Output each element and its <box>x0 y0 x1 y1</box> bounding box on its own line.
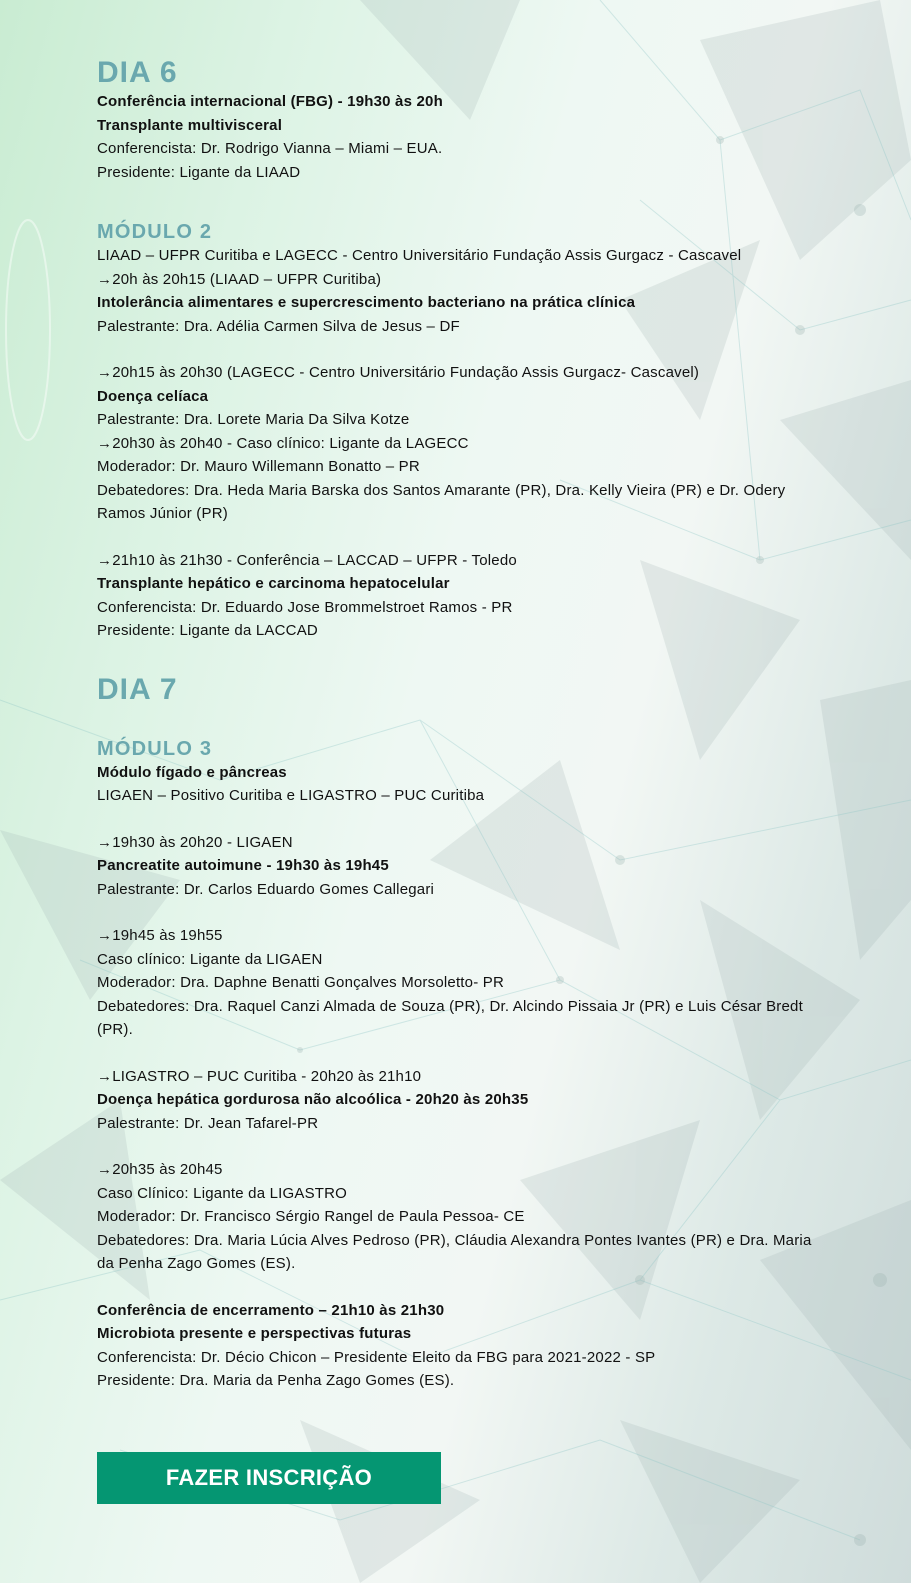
session-moderator: Moderador: Dr. Mauro Willemann Bonatto – PR <box>97 458 420 475</box>
module-2-heading: MÓDULO 2 <box>97 221 213 243</box>
session-speaker: Palestrante: Dra. Lorete Maria Da Silva Kotze <box>97 411 410 428</box>
international-conference-president: Presidente: Ligante da LIAAD <box>97 163 301 181</box>
session-time: →21h10 às 21h30 - Conferência – LACCAD – UFPR - Toledo <box>97 551 517 569</box>
session-time: →20h30 às 20h40 - Caso clínico: Ligante da LAGECC <box>97 434 469 452</box>
session-time: →19h45 às 19h55 <box>97 927 223 944</box>
international-conference-title: Conferência internacional (FBG) - 19h30 às 20h <box>97 93 443 110</box>
session-moderator: Moderador: Dr. Francisco Sérgio Rangel de Paula Pessoa- CE <box>97 1208 525 1225</box>
closing-conference-president: Presidente: Dra. Maria da Penha Zago Gomes (ES). <box>97 1372 455 1389</box>
session-time: →LIGASTRO – PUC Curitiba - 20h20 às 21h10 <box>97 1067 422 1085</box>
session-moderator: Moderador: Dra. Daphne Benatti Gonçalves Morsoletto- PR <box>97 974 505 991</box>
session-speaker: Palestrante: Dra. Adélia Carmen Silva de Jesus – DF <box>97 317 460 335</box>
session-speaker: Conferencista: Dr. Eduardo Jose Brommelstroet Ramos - PR <box>97 598 513 616</box>
day-6-heading: DIA 6 <box>97 56 178 89</box>
session-topic: Transplante hepático e carcinoma hepatocelular <box>97 575 450 592</box>
session-time: →20h35 às 20h45 <box>97 1161 223 1178</box>
session-topic: Intolerância alimentares e supercrescimento bacteriano na prática clínica <box>97 294 636 311</box>
day-7-heading: DIA 7 <box>97 672 178 706</box>
closing-conference-speaker: Conferencista: Dr. Décio Chicon – Presidente Eleito da FBG para 2021-2022 - SP <box>97 1348 656 1366</box>
session-time: →19h30 às 20h20 - LIGAEN <box>97 833 293 851</box>
international-conference-topic: Transplante multivisceral <box>97 116 283 134</box>
closing-conference-title: Conferência de encerramento – 21h10 às 21h30 <box>97 1301 445 1319</box>
event-schedule <box>97 56 817 1393</box>
closing-conference-topic: Microbiota presente e perspectivas futuras <box>97 1325 412 1342</box>
session-topic: Doença hepática gordurosa não alcoólica - 20h20 às 20h35 <box>97 1091 529 1108</box>
session-speaker: Palestrante: Dr. Carlos Eduardo Gomes Callegari <box>97 880 435 898</box>
module-3-intro: LIGAEN – Positivo Curitiba e LIGASTRO – PUC Curitiba <box>97 787 485 804</box>
session-debaters: Debatedores: Dra. Raquel Canzi Almada de Souza (PR), Dr. Alcindo Pissaia Jr (PR) e Luis César Bredt (PR). <box>97 997 803 1038</box>
session-topic: Pancreatite autoimune - 19h30 às 19h45 <box>97 857 389 874</box>
session-president: Presidente: Ligante da LACCAD <box>97 622 318 639</box>
session-debaters: Debatedores: Dra. Maria Lúcia Alves Pedroso (PR), Cláudia Alexandra Pontes Ivantes (PR) e Dra. Maria da Penha Zago Gomes (ES). <box>97 1231 812 1272</box>
session-case: Caso clínico: Ligante da LIGAEN <box>97 950 323 968</box>
session-speaker: Palestrante: Dr. Jean Tafarel-PR <box>97 1114 319 1132</box>
module-2-intro: LIAAD – UFPR Curitiba e LAGECC - Centro Universitário Fundação Assis Gurgacz - Cascavel <box>97 247 742 264</box>
session-topic: Doença celíaca <box>97 387 209 405</box>
module-3-heading: MÓDULO 3 <box>97 737 213 760</box>
session-case: Caso Clínico: Ligante da LIGASTRO <box>97 1184 348 1202</box>
international-conference-speaker: Conferencista: Dr. Rodrigo Vianna – Miami – EUA. <box>97 140 443 157</box>
session-debaters: Debatedores: Dra. Heda Maria Barska dos Santos Amarante (PR), Dra. Kelly Vieira (PR) e Dr. Odery Ramos Júnior (PR) <box>97 481 786 522</box>
register-button[interactable]: FAZER INSCRIÇÃO <box>97 1452 441 1504</box>
session-time: →20h15 às 20h30 (LAGECC - Centro Universitário Fundação Assis Gurgacz- Cascavel) <box>97 364 700 381</box>
session-time: →20h às 20h15 (LIAAD – UFPR Curitiba) <box>97 270 382 288</box>
module-3-subtitle: Módulo fígado e pâncreas <box>97 763 287 781</box>
